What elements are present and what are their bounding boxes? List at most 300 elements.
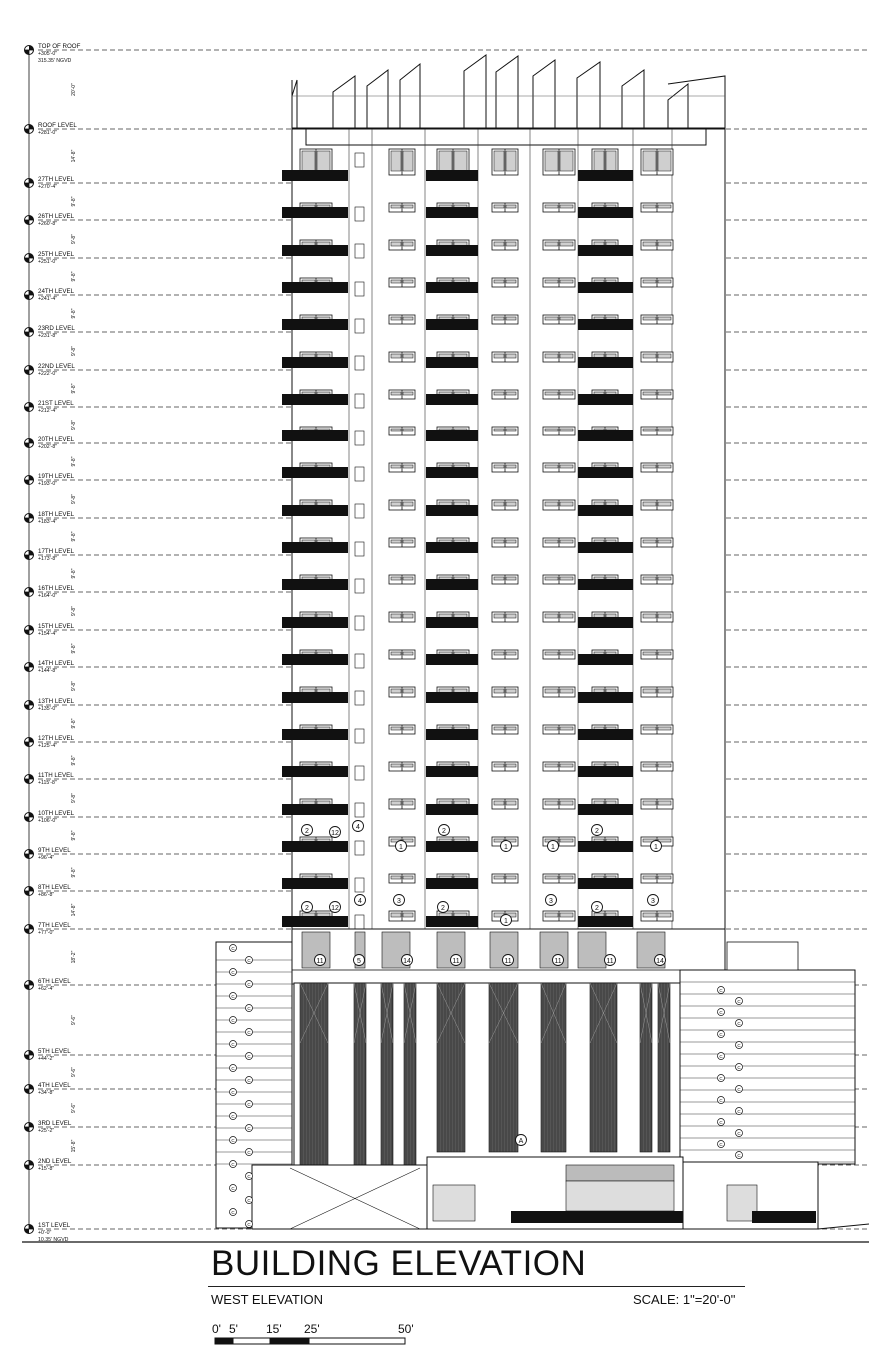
garage-screen bbox=[354, 983, 366, 1165]
wing-tag bbox=[246, 1125, 253, 1132]
window-unit bbox=[492, 575, 518, 584]
window-unit bbox=[492, 799, 518, 809]
window-unit bbox=[389, 874, 415, 883]
level-name: TOP OF ROOF bbox=[38, 43, 81, 50]
level-elevation: +0'-0" bbox=[38, 1230, 52, 1236]
level-elevation: +270'-4" bbox=[38, 184, 58, 190]
window-unit bbox=[389, 463, 415, 472]
balcony-slab bbox=[426, 245, 478, 256]
balcony-slab bbox=[426, 542, 478, 553]
window-unit bbox=[492, 240, 518, 250]
svg-text:C: C bbox=[737, 1065, 741, 1070]
balcony-slab bbox=[578, 878, 633, 889]
svg-text:2: 2 bbox=[441, 905, 445, 912]
narrow-window bbox=[355, 244, 364, 258]
window-unit bbox=[492, 427, 518, 435]
floor-height-label: 9'-8" bbox=[71, 383, 77, 394]
level-name: 14TH LEVEL bbox=[38, 660, 75, 667]
wing-tag bbox=[230, 1161, 237, 1168]
wing-tag bbox=[736, 1042, 743, 1049]
drawing-title: BUILDING ELEVATION bbox=[211, 1244, 587, 1283]
garage-frame bbox=[294, 983, 680, 1165]
floor-height-label: 14'-8" bbox=[71, 903, 77, 917]
balcony-slab bbox=[282, 245, 348, 256]
window-unit bbox=[389, 911, 415, 921]
window-unit bbox=[543, 390, 575, 399]
window-unit bbox=[543, 612, 575, 622]
level-name: ROOF LEVEL bbox=[38, 122, 77, 129]
balcony-slab bbox=[578, 579, 633, 590]
wing-tag bbox=[246, 957, 253, 964]
svg-text:C: C bbox=[231, 946, 235, 951]
window-unit bbox=[492, 725, 518, 734]
balcony-slab bbox=[426, 766, 478, 777]
keynote-tag bbox=[402, 955, 413, 966]
svg-text:C: C bbox=[231, 1090, 235, 1095]
keynote-tag bbox=[302, 902, 313, 913]
window-unit bbox=[641, 500, 673, 510]
svg-text:C: C bbox=[247, 1174, 251, 1179]
level-name: 24TH LEVEL bbox=[38, 288, 75, 295]
svg-text:3: 3 bbox=[397, 898, 401, 905]
svg-text:C: C bbox=[737, 1153, 741, 1158]
svg-text:1: 1 bbox=[504, 844, 508, 851]
floor-height-label: 20'-0" bbox=[71, 83, 77, 96]
floor-height-label: 9'-8" bbox=[71, 531, 77, 542]
title-underline bbox=[208, 1286, 745, 1287]
window-unit bbox=[641, 278, 673, 287]
svg-text:A: A bbox=[518, 1138, 524, 1145]
svg-text:C: C bbox=[247, 1006, 251, 1011]
garage-screen bbox=[541, 983, 566, 1152]
window-unit bbox=[389, 762, 415, 771]
svg-text:C: C bbox=[737, 1021, 741, 1026]
narrow-window bbox=[355, 282, 364, 296]
keynote-tag bbox=[330, 827, 341, 838]
level-elevation: +96'-4" bbox=[38, 855, 55, 861]
balcony-slab bbox=[282, 319, 348, 330]
svg-text:C: C bbox=[247, 1102, 251, 1107]
balcony-slab bbox=[426, 841, 478, 852]
keynote-tag bbox=[553, 955, 564, 966]
scale-label-15: 15' bbox=[266, 1322, 282, 1336]
wing-tag bbox=[246, 1029, 253, 1036]
balcony-slab bbox=[426, 916, 478, 927]
garage-screen bbox=[381, 983, 393, 1165]
level-name: 20TH LEVEL bbox=[38, 436, 75, 443]
keynote-tag bbox=[353, 821, 364, 832]
svg-text:C: C bbox=[231, 1042, 235, 1047]
balcony-slab bbox=[578, 692, 633, 703]
crown-fin bbox=[496, 56, 518, 128]
window-unit bbox=[641, 352, 673, 362]
window-unit bbox=[543, 315, 575, 324]
level-elevation: +44'-2" bbox=[38, 1056, 55, 1062]
level-name: 22ND LEVEL bbox=[38, 363, 75, 370]
svg-text:C: C bbox=[231, 994, 235, 999]
crown-fin bbox=[464, 55, 486, 128]
svg-text:C: C bbox=[737, 1109, 741, 1114]
svg-text:C: C bbox=[247, 1222, 251, 1227]
svg-text:12: 12 bbox=[331, 830, 339, 837]
window-unit bbox=[641, 390, 673, 399]
balcony-slab bbox=[282, 430, 348, 441]
floor-height-label: 9'-8" bbox=[71, 308, 77, 319]
balcony-slab bbox=[426, 654, 478, 665]
level-name: 17TH LEVEL bbox=[38, 548, 75, 555]
window-unit bbox=[389, 612, 415, 622]
keynote-tag bbox=[451, 955, 462, 966]
wing-tag bbox=[230, 1185, 237, 1192]
svg-text:C: C bbox=[231, 1018, 235, 1023]
window-unit bbox=[389, 575, 415, 584]
balcony-slab bbox=[426, 505, 478, 516]
svg-text:C: C bbox=[719, 1098, 723, 1103]
keynote-tag bbox=[516, 1135, 527, 1146]
window-unit bbox=[543, 203, 575, 212]
amenity-window bbox=[578, 932, 606, 968]
svg-text:C: C bbox=[247, 982, 251, 987]
svg-text:4: 4 bbox=[358, 898, 362, 905]
svg-text:11: 11 bbox=[554, 958, 562, 965]
svg-text:1: 1 bbox=[399, 844, 403, 851]
svg-text:C: C bbox=[247, 958, 251, 963]
garage-screen bbox=[404, 983, 416, 1165]
narrow-window bbox=[355, 467, 364, 481]
balcony-slab bbox=[578, 505, 633, 516]
narrow-window bbox=[355, 579, 364, 593]
keynote-tag bbox=[651, 841, 662, 852]
wing-tag bbox=[736, 1086, 743, 1093]
svg-text:11: 11 bbox=[316, 958, 324, 965]
east-stair-bulkhead bbox=[727, 942, 798, 970]
keynote-tag bbox=[396, 841, 407, 852]
window-unit bbox=[389, 799, 415, 809]
window-unit bbox=[492, 390, 518, 399]
balcony-slab bbox=[282, 542, 348, 553]
window-unit bbox=[641, 427, 673, 435]
wing-tag bbox=[230, 1017, 237, 1024]
window-unit bbox=[543, 352, 575, 362]
east-wing bbox=[680, 970, 855, 1164]
balcony-slab bbox=[426, 357, 478, 368]
narrow-window bbox=[355, 729, 364, 743]
window-unit bbox=[641, 315, 673, 324]
level-elevation: +281'-0" bbox=[38, 130, 58, 136]
wing-tag bbox=[246, 981, 253, 988]
window-unit bbox=[641, 612, 673, 622]
amenity-band bbox=[292, 970, 725, 984]
window-unit bbox=[389, 149, 415, 175]
svg-text:C: C bbox=[719, 1076, 723, 1081]
narrow-window bbox=[355, 394, 364, 408]
wing-tag bbox=[230, 1041, 237, 1048]
wing-tag bbox=[230, 1137, 237, 1144]
wing-tag bbox=[718, 1053, 725, 1060]
svg-text:11: 11 bbox=[452, 958, 460, 965]
narrow-window bbox=[355, 841, 364, 855]
wing-tag bbox=[718, 987, 725, 994]
narrow-window bbox=[355, 207, 364, 221]
window-unit bbox=[389, 240, 415, 250]
window-unit bbox=[641, 911, 673, 921]
level-elevation: +164'-0" bbox=[38, 593, 58, 599]
svg-text:5: 5 bbox=[357, 958, 361, 965]
balcony-slab bbox=[578, 804, 633, 815]
floor-height-label: 9'-8" bbox=[71, 196, 77, 207]
window-unit bbox=[641, 149, 673, 175]
floor-height-label: 9'-8" bbox=[71, 718, 77, 729]
window-unit bbox=[492, 687, 518, 697]
window-unit bbox=[543, 650, 575, 659]
narrow-window bbox=[355, 356, 364, 370]
window-unit bbox=[492, 203, 518, 212]
window-unit bbox=[389, 315, 415, 324]
level-name: 25TH LEVEL bbox=[38, 251, 75, 258]
floor-height-label: 9'-6" bbox=[71, 1015, 77, 1025]
svg-text:C: C bbox=[231, 1186, 235, 1191]
east-planter bbox=[752, 1211, 816, 1223]
keynote-tag bbox=[354, 955, 365, 966]
keynote-tag bbox=[394, 895, 405, 906]
balcony-slab bbox=[426, 729, 478, 740]
balcony-slab bbox=[578, 282, 633, 293]
window-unit bbox=[543, 687, 575, 697]
svg-text:2: 2 bbox=[442, 828, 446, 835]
keynote-tag bbox=[330, 902, 341, 913]
wing-tag bbox=[230, 969, 237, 976]
crown-fin bbox=[333, 76, 355, 128]
svg-text:C: C bbox=[247, 1030, 251, 1035]
level-name: 1ST LEVEL bbox=[38, 1222, 71, 1229]
level-elevation: +154'-4" bbox=[38, 631, 58, 637]
balcony-slab bbox=[578, 170, 633, 181]
window-unit bbox=[543, 575, 575, 584]
window-unit bbox=[641, 203, 673, 212]
window-unit bbox=[492, 315, 518, 324]
level-elevation: +135'-0" bbox=[38, 706, 58, 712]
garage-screen bbox=[437, 983, 465, 1152]
level-name: 7TH LEVEL bbox=[38, 922, 71, 929]
wing-tag bbox=[246, 1197, 253, 1204]
balcony-slab bbox=[282, 654, 348, 665]
balcony-slab bbox=[282, 804, 348, 815]
narrow-window bbox=[355, 654, 364, 668]
level-elevation: +144'-8" bbox=[38, 668, 58, 674]
window-unit bbox=[389, 390, 415, 399]
narrow-window bbox=[355, 803, 364, 817]
level-name: 19TH LEVEL bbox=[38, 473, 75, 480]
level-name: 16TH LEVEL bbox=[38, 585, 75, 592]
wing-tag bbox=[246, 1221, 253, 1228]
svg-text:C: C bbox=[231, 970, 235, 975]
level-elevation: +106'-0" bbox=[38, 818, 58, 824]
balcony-slab bbox=[282, 841, 348, 852]
svg-text:2: 2 bbox=[595, 905, 599, 912]
window-unit bbox=[543, 278, 575, 287]
svg-text:C: C bbox=[231, 1162, 235, 1167]
balcony-slab bbox=[282, 916, 348, 927]
narrow-window bbox=[355, 431, 364, 445]
keynote-tag bbox=[501, 915, 512, 926]
window-unit bbox=[492, 874, 518, 883]
narrow-window bbox=[355, 153, 364, 167]
floor-height-label: 14'-8" bbox=[71, 149, 77, 163]
window-unit bbox=[543, 799, 575, 809]
scale-label-0: 0' bbox=[212, 1322, 221, 1336]
crown-fin bbox=[577, 62, 600, 128]
wing-tag bbox=[736, 1020, 743, 1027]
level-name: 8TH LEVEL bbox=[38, 884, 71, 891]
level-elevation: +125'-4" bbox=[38, 743, 58, 749]
wing-tag bbox=[246, 1005, 253, 1012]
svg-text:1: 1 bbox=[551, 844, 555, 851]
keynote-tag bbox=[439, 825, 450, 836]
balcony-slab bbox=[282, 766, 348, 777]
balcony-slab bbox=[578, 916, 633, 927]
window-unit bbox=[641, 538, 673, 547]
window-unit bbox=[543, 240, 575, 250]
wing-tag bbox=[736, 1130, 743, 1137]
balcony-slab bbox=[282, 467, 348, 478]
svg-text:C: C bbox=[231, 1066, 235, 1071]
window-unit bbox=[492, 149, 518, 175]
svg-text:3: 3 bbox=[651, 898, 655, 905]
svg-text:14: 14 bbox=[656, 958, 664, 965]
level-elevation: +202'-8" bbox=[38, 444, 58, 450]
level-name: 9TH LEVEL bbox=[38, 847, 71, 854]
svg-text:C: C bbox=[247, 1198, 251, 1203]
scale-label-50: 50' bbox=[398, 1322, 414, 1336]
balcony-slab bbox=[578, 319, 633, 330]
balcony-slab bbox=[282, 357, 348, 368]
svg-text:C: C bbox=[231, 1210, 235, 1215]
wing-tag bbox=[246, 1149, 253, 1156]
svg-text:C: C bbox=[231, 1114, 235, 1119]
narrow-window bbox=[355, 691, 364, 705]
svg-text:C: C bbox=[737, 1131, 741, 1136]
keynote-tag bbox=[605, 955, 616, 966]
storefront-glazing bbox=[566, 1181, 674, 1211]
level-elevation: +115'-8" bbox=[38, 780, 57, 786]
svg-text:1: 1 bbox=[654, 844, 658, 851]
keynote-tag bbox=[438, 902, 449, 913]
window-unit bbox=[389, 725, 415, 734]
window-unit bbox=[641, 725, 673, 734]
crown-fin bbox=[533, 60, 555, 128]
svg-text:2: 2 bbox=[305, 828, 309, 835]
floor-height-label: 9'-8" bbox=[71, 643, 77, 654]
wing-tag bbox=[736, 998, 743, 1005]
level-name: 18TH LEVEL bbox=[38, 511, 75, 518]
window-unit bbox=[543, 427, 575, 435]
balcony-slab bbox=[578, 357, 633, 368]
window-unit bbox=[641, 463, 673, 472]
garage-entry bbox=[252, 1165, 427, 1229]
window-unit bbox=[543, 762, 575, 771]
level-name: 27TH LEVEL bbox=[38, 176, 75, 183]
svg-text:3: 3 bbox=[549, 898, 553, 905]
level-elevation: +212'-4" bbox=[38, 408, 58, 414]
garage-screen bbox=[300, 983, 328, 1165]
narrow-window bbox=[355, 915, 364, 929]
balcony-slab bbox=[426, 804, 478, 815]
floor-height-label: 9'-8" bbox=[71, 346, 77, 356]
window-unit bbox=[641, 240, 673, 250]
wing-tag bbox=[718, 1119, 725, 1126]
level-elevation: +193'-0" bbox=[38, 481, 58, 487]
window-unit bbox=[492, 278, 518, 287]
window-unit bbox=[543, 538, 575, 547]
balcony-slab bbox=[578, 617, 633, 628]
roof-parapet bbox=[306, 129, 706, 145]
keynote-tag bbox=[315, 955, 326, 966]
wing-tag bbox=[736, 1064, 743, 1071]
window-unit bbox=[543, 500, 575, 510]
level-elevation: +260'-8" bbox=[38, 221, 58, 227]
building-outline bbox=[292, 55, 725, 929]
wing-tag bbox=[246, 1173, 253, 1180]
narrow-window bbox=[355, 319, 364, 333]
svg-text:2: 2 bbox=[595, 828, 599, 835]
window-unit bbox=[492, 538, 518, 547]
window-unit bbox=[389, 650, 415, 659]
level-name: 26TH LEVEL bbox=[38, 213, 75, 220]
keynote-tag bbox=[355, 895, 366, 906]
level-elevation: +305'-0" bbox=[38, 51, 58, 57]
window-unit bbox=[641, 650, 673, 659]
keynote-tag bbox=[655, 955, 666, 966]
level-name: 15TH LEVEL bbox=[38, 623, 75, 630]
wing-tag bbox=[246, 1053, 253, 1060]
balcony-slab bbox=[282, 579, 348, 590]
window-unit bbox=[543, 725, 575, 734]
floor-height-label: 9'-8" bbox=[71, 420, 77, 430]
drawing-scale: SCALE: 1"=20'-0" bbox=[633, 1292, 736, 1307]
floor-height-label: 9'-8" bbox=[71, 234, 77, 244]
balcony-slab bbox=[578, 654, 633, 665]
svg-text:C: C bbox=[719, 1010, 723, 1015]
level-name: 6TH LEVEL bbox=[38, 978, 71, 985]
svg-text:14: 14 bbox=[403, 958, 411, 965]
floor-height-label: 9'-8" bbox=[71, 456, 77, 467]
svg-text:1: 1 bbox=[504, 918, 508, 925]
svg-text:C: C bbox=[719, 1120, 723, 1125]
crown-fin bbox=[622, 70, 644, 128]
svg-text:C: C bbox=[719, 1142, 723, 1147]
balcony-slab bbox=[578, 729, 633, 740]
floor-height-label: 9'-8" bbox=[71, 606, 77, 616]
window-unit bbox=[543, 874, 575, 883]
level-elevation: +77'-0" bbox=[38, 930, 55, 936]
svg-text:11: 11 bbox=[504, 958, 512, 965]
wing-tag bbox=[230, 1089, 237, 1096]
window-unit bbox=[389, 427, 415, 435]
svg-text:C: C bbox=[231, 1138, 235, 1143]
graphic-scale-bar bbox=[215, 1338, 405, 1344]
scale-label-5: 5' bbox=[229, 1322, 238, 1336]
narrow-window bbox=[355, 878, 364, 892]
balcony-slab bbox=[426, 394, 478, 405]
level-elevation: +231'-8" bbox=[38, 333, 58, 339]
balcony-slab bbox=[282, 878, 348, 889]
svg-text:11: 11 bbox=[606, 958, 614, 965]
lobby-door bbox=[433, 1185, 475, 1221]
window-unit bbox=[389, 278, 415, 287]
level-elevation: +173'-8" bbox=[38, 556, 58, 562]
balcony-slab bbox=[282, 617, 348, 628]
wing-tag bbox=[736, 1108, 743, 1115]
